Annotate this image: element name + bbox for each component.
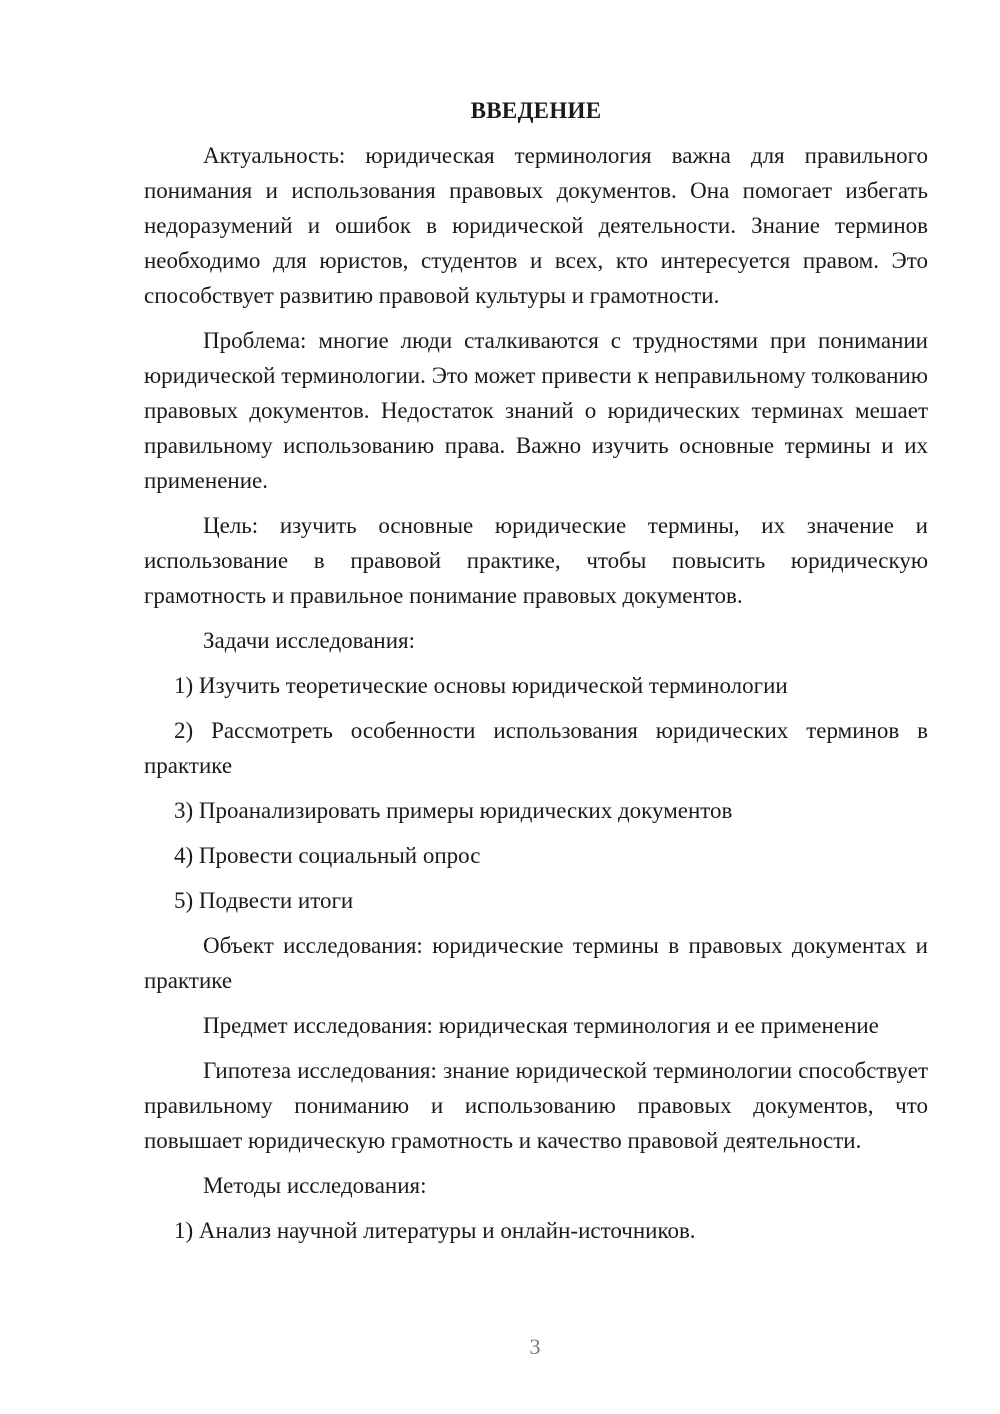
task-item-5: 5) Подвести итоги [174,888,354,913]
document-page [144,96,928,1258]
page-number: 3 [529,1334,541,1359]
hypothesis-paragraph: Гипотеза исследования: знание юридической терминологии способствует правильному пониманию и использованию правовых документов, что повышает юридическую грамотность и качество правовой деятельности. [144,1058,928,1153]
methods-heading: Методы исследования: [203,1173,427,1198]
task-item-4: 4) Провести социальный опрос [174,843,481,868]
problem-paragraph: Проблема: многие люди сталкиваются с трудностями при понимании юридической терминологии. Это может привести к неправильному толкованию правовых документов. Недостаток знаний о юридических терминах мешает правильному использованию права. Важно изучить основные термины и их применение. [144,328,928,493]
subject-paragraph: Предмет исследования: юридическая терминология и ее применение [203,1013,879,1038]
page-title: ВВЕДЕНИЕ [470,98,602,123]
task-item-2: 2) Рассмотреть особенности использования юридических терминов в практике [144,718,928,778]
goal-paragraph: Цель: изучить основные юридические термины, их значение и использование в правовой практике, чтобы повысить юридическую грамотность и правильное понимание правовых документов. [144,513,928,608]
method-item-1: 1) Анализ научной литературы и онлайн-источников. [174,1218,696,1243]
task-item-1: 1) Изучить теоретические основы юридической терминологии [174,673,788,698]
object-paragraph: Объект исследования: юридические термины в правовых документах и практике [144,933,928,993]
relevance-paragraph: Актуальность: юридическая терминология важна для правильного понимания и использования правовых документов. Она помогает избегать недоразумений и ошибок в юридической деятельности. Знание терминов необходимо для юристов, студентов и всех, кто интересуется правом. Это способствует развитию правовой культуры и грамотности. [144,143,928,308]
tasks-heading: Задачи исследования: [203,628,416,653]
task-item-3: 3) Проанализировать примеры юридических документов [174,798,733,823]
